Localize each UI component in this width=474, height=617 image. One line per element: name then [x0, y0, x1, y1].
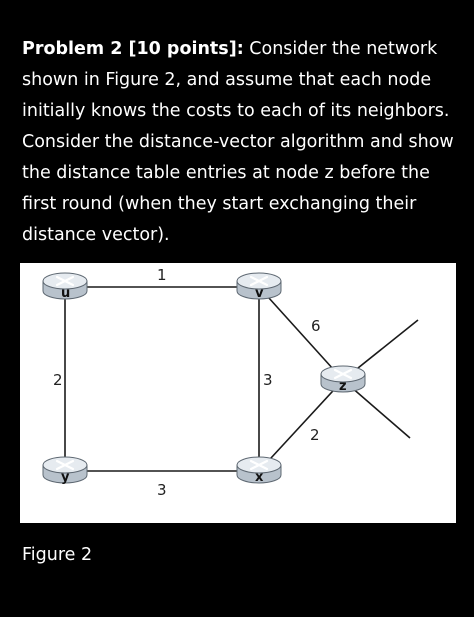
router-y: [43, 457, 87, 485]
edge-cost-y-x: 3: [157, 481, 167, 499]
edge-cost-u-y: 2: [53, 371, 63, 389]
problem-statement: [22, 34, 462, 251]
router-x: [237, 457, 281, 485]
router-z: [321, 366, 365, 394]
edge-cost-v-x: 3: [263, 371, 273, 389]
edge-cost-x-z: 2: [310, 426, 320, 444]
node-label-z: z: [339, 379, 347, 394]
edge-cost-u-v: 1: [157, 266, 167, 284]
edge-cost-v-z: 6: [311, 317, 321, 335]
node-label-v: v: [255, 286, 264, 301]
node-label-y: y: [61, 470, 70, 485]
node-label-u: u: [61, 286, 71, 301]
edge-v-z: [259, 287, 343, 380]
router-v: [237, 273, 281, 301]
edge-x-z: [259, 380, 343, 471]
network-diagram: [20, 263, 456, 523]
figure-caption: Figure 2: [22, 545, 93, 565]
network-figure: [20, 263, 456, 523]
router-u: [43, 273, 87, 301]
node-label-x: x: [255, 470, 264, 485]
problem-heading: Problem 2 [10 points]:: [22, 39, 244, 59]
problem-body: Consider the network shown in Figure 2, and assume that each node initially knows the costs to each of its neighbors. Consider the distance-vector algorithm and show the distance table entries at node z before the first round (when they start exchanging their distance vector).: [22, 39, 454, 245]
